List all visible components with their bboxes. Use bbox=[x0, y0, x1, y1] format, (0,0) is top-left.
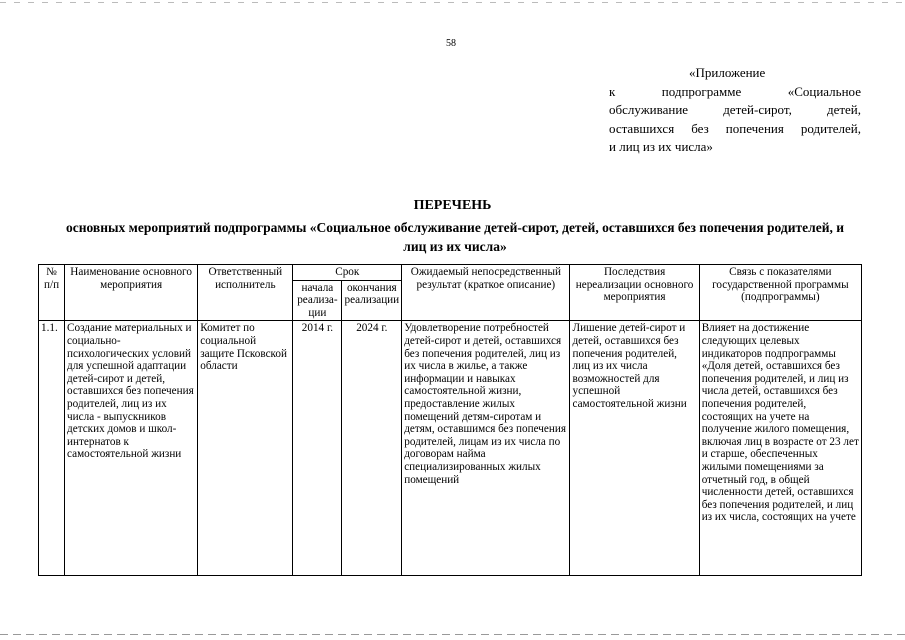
page-number: 58 bbox=[446, 38, 456, 49]
header-num: № п/п bbox=[39, 265, 65, 321]
cell-result: Удовлетворение потребностей детей-сирот и детей, оставшихся без попечения родителей, лиц из их числа в жилье, а также информации и навыках самостоятельной жизни, предоставление жилых помещений детям-сиротам и детям, оставшимся без попечения родителей, лицам из их числа по договорам найма специализированных жилых помещений bbox=[402, 321, 570, 576]
header-term-end: окончания реализации bbox=[342, 280, 402, 321]
header-result: Ожидаемый непосредственный результат (краткое описание) bbox=[402, 265, 570, 321]
cell-start: 2014 г. bbox=[293, 321, 342, 576]
cell-end: 2024 г. bbox=[342, 321, 402, 576]
appendix-line: и лиц из их числа» bbox=[609, 139, 713, 154]
header-name: Наименование основного мероприятия bbox=[65, 265, 198, 321]
document-subtitle: основных мероприятий подпрограммы «Социальное обслуживание детей-сирот, детей, оставшихся без попечения родителей, и лиц из их числа» bbox=[65, 220, 845, 254]
header-link: Связь с показателями государственной программы (подпрограммы) bbox=[699, 265, 861, 321]
table-header-row bbox=[39, 265, 862, 281]
appendix-line: обслуживание детей-сирот, детей, bbox=[609, 102, 861, 117]
appendix-line: «Приложение bbox=[689, 65, 766, 80]
table-row bbox=[39, 321, 862, 576]
scan-edge-top bbox=[0, 2, 905, 3]
cell-name: Создание материальных и социально-психологических условий для успешной адаптации детей-сирот и детей, оставшихся без попечения родителей, лиц из их числа - выпускников детских домов и школ-интернатов к самостоятельной жизни bbox=[65, 321, 198, 576]
header-term-start: начала реализа-ции bbox=[293, 280, 342, 321]
document-title: ПЕРЕЧЕНЬ bbox=[413, 198, 492, 213]
cell-link: Влияет на достижение следующих целевых индикаторов подпрограммы «Доля детей, оставшихся без попечения родителей, и лиц из числа детей, оставшихся без попечения родителей, состоящих на учете на получение жилого помещения, включая лиц в возрасте от 23 лет и старше, обеспеченных жилыми помещениями за отчетный год, в общей численности детей, оставшихся без попечения родителей, и лиц из их числа, состоящих на учете bbox=[699, 321, 861, 576]
appendix-line: оставшихся без попечения родителей, bbox=[609, 120, 861, 136]
measures-table bbox=[38, 264, 862, 576]
appendix-line: к подпрограмме «Социальное bbox=[609, 83, 861, 99]
cell-responsible: Комитет по социальной защите Псковской области bbox=[198, 321, 293, 576]
header-responsible: Ответственный исполнитель bbox=[198, 265, 293, 321]
header-consequences: Последствия нереализации основного мероприятия bbox=[570, 265, 699, 321]
cell-num: 1.1. bbox=[39, 321, 65, 576]
header-term: Срок bbox=[293, 265, 402, 281]
cell-consequences: Лишение детей-сирот и детей, оставшихся без попечения родителей, лиц из их числа возможностей для успешной самостоятельной жизни bbox=[570, 321, 699, 576]
appendix-note bbox=[609, 64, 861, 157]
scan-edge-bottom bbox=[0, 634, 905, 635]
